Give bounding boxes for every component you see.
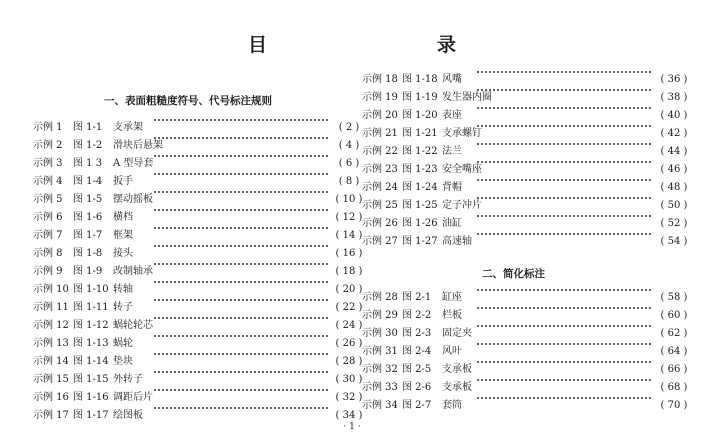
entry-title: 蜗轮 [113, 338, 133, 349]
page-reference: ( 52 ) [660, 218, 688, 229]
page-title: 目 录 [247, 34, 500, 56]
page-reference: ( 20 ) [335, 284, 363, 295]
page-reference: ( 10 ) [335, 194, 363, 205]
page-reference: ( 40 ) [660, 110, 688, 121]
example-number: 示例 6 [33, 212, 63, 223]
example-number: 示例 22 [362, 146, 398, 157]
entry-title: 横档 [113, 212, 133, 223]
example-number: 示例 16 [33, 392, 69, 403]
figure-number: 图 1-22 [402, 146, 438, 157]
page-number-footer: · 1 · [343, 422, 361, 432]
dot-leader [476, 179, 653, 181]
dot-leader [476, 197, 653, 199]
page-reference: ( 64 ) [660, 346, 688, 357]
dot-leader [476, 397, 653, 399]
figure-number: 图 1-10 [73, 284, 109, 295]
dot-leader [476, 143, 653, 145]
example-number: 示例 20 [362, 110, 398, 121]
page-reference: ( 28 ) [335, 356, 363, 367]
section-heading-2: 二、简化标注 [482, 268, 545, 280]
figure-number: 图 2-2 [402, 310, 432, 321]
dot-leader [153, 299, 328, 301]
example-number: 示例 8 [33, 248, 63, 259]
entry-title: A 型导套 [113, 158, 154, 169]
entry-title: 转子 [113, 302, 133, 313]
entry-title: 栏板 [442, 310, 462, 321]
figure-number: 图 1-7 [73, 230, 103, 241]
dot-leader [476, 361, 653, 363]
figure-number: 图 2-7 [402, 400, 432, 411]
figure-number: 图 1-12 [73, 320, 109, 331]
example-number: 示例 18 [362, 74, 398, 85]
dot-leader [476, 343, 653, 345]
page-reference: ( 42 ) [660, 128, 688, 139]
entry-title: 安全嘴座 [442, 164, 482, 175]
figure-number: 图 1-11 [73, 302, 109, 313]
figure-number: 图 1 3 [73, 158, 103, 169]
example-number: 示例 30 [362, 328, 398, 339]
example-number: 示例 31 [362, 346, 398, 357]
example-number: 示例 4 [33, 176, 63, 187]
dot-leader [153, 227, 328, 229]
entry-title: 支承架 [113, 122, 143, 133]
figure-number: 图 1-23 [402, 164, 438, 175]
entry-title: 扳手 [113, 176, 133, 187]
dot-leader [476, 215, 653, 217]
entry-title: 背帽 [442, 182, 462, 193]
entry-title: 风叶 [442, 346, 462, 357]
dot-leader [153, 353, 328, 355]
example-number: 示例 26 [362, 218, 398, 229]
example-number: 示例 17 [33, 410, 69, 421]
example-number: 示例 2 [33, 140, 63, 151]
figure-number: 图 1-15 [73, 374, 109, 385]
entry-title: 垫块 [113, 356, 133, 367]
figure-number: 图 1-26 [402, 218, 438, 229]
page-reference: ( 34 ) [335, 410, 363, 421]
page-reference: ( 68 ) [660, 382, 688, 393]
example-number: 示例 12 [33, 320, 69, 331]
figure-number: 图 1-4 [73, 176, 103, 187]
figure-number: 图 1-13 [73, 338, 109, 349]
entry-title: 改制轴承 [113, 266, 153, 277]
entry-title: 滑块后悬架 [113, 140, 163, 151]
figure-number: 图 1-9 [73, 266, 103, 277]
dot-leader [153, 281, 328, 283]
dot-leader [476, 233, 653, 235]
dot-leader [476, 325, 653, 327]
example-number: 示例 7 [33, 230, 63, 241]
entry-title: 表座 [442, 110, 462, 121]
dot-leader [153, 263, 328, 265]
entry-title: 套筒 [442, 400, 462, 411]
entry-title: 外转子 [113, 374, 143, 385]
figure-number: 图 1-17 [73, 410, 109, 421]
example-number: 示例 25 [362, 200, 398, 211]
example-number: 示例 28 [362, 292, 398, 303]
entry-title: 接头 [113, 248, 133, 259]
page-reference: ( 4 ) [338, 140, 360, 151]
example-number: 示例 13 [33, 338, 69, 349]
page-reference: ( 54 ) [660, 236, 688, 247]
page-reference: ( 22 ) [335, 302, 363, 313]
example-number: 示例 29 [362, 310, 398, 321]
example-number: 示例 10 [33, 284, 69, 295]
example-number: 示例 11 [33, 302, 69, 313]
page-reference: ( 24 ) [335, 320, 363, 331]
example-number: 示例 24 [362, 182, 398, 193]
dot-leader [476, 379, 653, 381]
page-reference: ( 26 ) [335, 338, 363, 349]
figure-number: 图 1-18 [402, 74, 438, 85]
page-reference: ( 44 ) [660, 146, 688, 157]
example-number: 示例 32 [362, 364, 398, 375]
entry-title: 摆动摇板 [113, 194, 153, 205]
page-reference: ( 32 ) [335, 392, 363, 403]
example-number: 示例 21 [362, 128, 398, 139]
figure-number: 图 2-5 [402, 364, 432, 375]
dot-leader [476, 89, 653, 91]
page-reference: ( 58 ) [660, 292, 688, 303]
page-reference: ( 36 ) [660, 74, 688, 85]
page-reference: ( 66 ) [660, 364, 688, 375]
dot-leader [476, 289, 653, 291]
entry-title: 定子冲片 [442, 200, 482, 211]
entry-title: 发生器内圈 [442, 92, 492, 103]
page-reference: ( 12 ) [335, 212, 363, 223]
figure-number: 图 2-4 [402, 346, 432, 357]
figure-number: 图 1-19 [402, 92, 438, 103]
entry-title: 风嘴 [442, 74, 462, 85]
figure-number: 图 1-5 [73, 194, 103, 205]
figure-number: 图 2-6 [402, 382, 432, 393]
page-reference: ( 48 ) [660, 182, 688, 193]
figure-number: 图 2-1 [402, 292, 432, 303]
dot-leader [153, 371, 328, 373]
dot-leader [153, 155, 328, 157]
figure-number: 图 1-20 [402, 110, 438, 121]
entry-title: 绘图板 [113, 410, 143, 421]
entry-title: 高速轴 [442, 236, 472, 247]
figure-number: 图 1-25 [402, 200, 438, 211]
page-reference: ( 46 ) [660, 164, 688, 175]
dot-leader [153, 317, 328, 319]
dot-leader [476, 125, 653, 127]
page-reference: ( 62 ) [660, 328, 688, 339]
figure-number: 图 1-16 [73, 392, 109, 403]
example-number: 示例 27 [362, 236, 398, 247]
example-number: 示例 1 [33, 122, 63, 133]
figure-number: 图 1-14 [73, 356, 109, 367]
figure-number: 图 1-27 [402, 236, 438, 247]
dot-leader [153, 389, 328, 391]
dot-leader [476, 71, 653, 73]
dot-leader [153, 191, 328, 193]
example-number: 示例 14 [33, 356, 69, 367]
section-heading-1: 一、表面粗糙度符号、代号标注规则 [104, 95, 272, 107]
dot-leader [153, 173, 328, 175]
example-number: 示例 23 [362, 164, 398, 175]
example-number: 示例 34 [362, 400, 398, 411]
page-reference: ( 38 ) [660, 92, 688, 103]
page-reference: ( 70 ) [660, 400, 688, 411]
example-number: 示例 19 [362, 92, 398, 103]
figure-number: 图 1-1 [73, 122, 103, 133]
entry-title: 支承板 [442, 382, 472, 393]
entry-title: 框架 [113, 230, 133, 241]
dot-leader [153, 335, 328, 337]
figure-number: 图 1-6 [73, 212, 103, 223]
page-reference: ( 16 ) [335, 248, 363, 259]
example-number: 示例 9 [33, 266, 63, 277]
dot-leader [153, 137, 328, 139]
figure-number: 图 1-21 [402, 128, 438, 139]
dot-leader [153, 209, 328, 211]
page-reference: ( 30 ) [335, 374, 363, 385]
entry-title: 油缸 [442, 218, 462, 229]
page-reference: ( 6 ) [338, 158, 360, 169]
dot-leader [153, 407, 328, 409]
entry-title: 缸座 [442, 292, 462, 303]
page-reference: ( 18 ) [335, 266, 363, 277]
figure-number: 图 1-24 [402, 182, 438, 193]
entry-title: 法兰 [442, 146, 462, 157]
entry-title: 蜗轮轮芯 [113, 320, 153, 331]
figure-number: 图 1-8 [73, 248, 103, 259]
figure-number: 图 2-3 [402, 328, 432, 339]
page-reference: ( 2 ) [338, 122, 360, 133]
entry-title: 支承螺钉 [442, 128, 482, 139]
page-reference: ( 14 ) [335, 230, 363, 241]
dot-leader [476, 161, 653, 163]
page-reference: ( 8 ) [338, 176, 360, 187]
example-number: 示例 33 [362, 382, 398, 393]
entry-title: 调距后片 [113, 392, 153, 403]
example-number: 示例 3 [33, 158, 63, 169]
dot-leader [153, 119, 328, 121]
entry-title: 转轴 [113, 284, 133, 295]
entry-title: 支承板 [442, 364, 472, 375]
figure-number: 图 1-2 [73, 140, 103, 151]
example-number: 示例 5 [33, 194, 63, 205]
dot-leader [476, 307, 653, 309]
entry-title: 固定夹 [442, 328, 472, 339]
dot-leader [153, 245, 328, 247]
page-reference: ( 50 ) [660, 200, 688, 211]
page-reference: ( 60 ) [660, 310, 688, 321]
dot-leader [476, 107, 653, 109]
example-number: 示例 15 [33, 374, 69, 385]
